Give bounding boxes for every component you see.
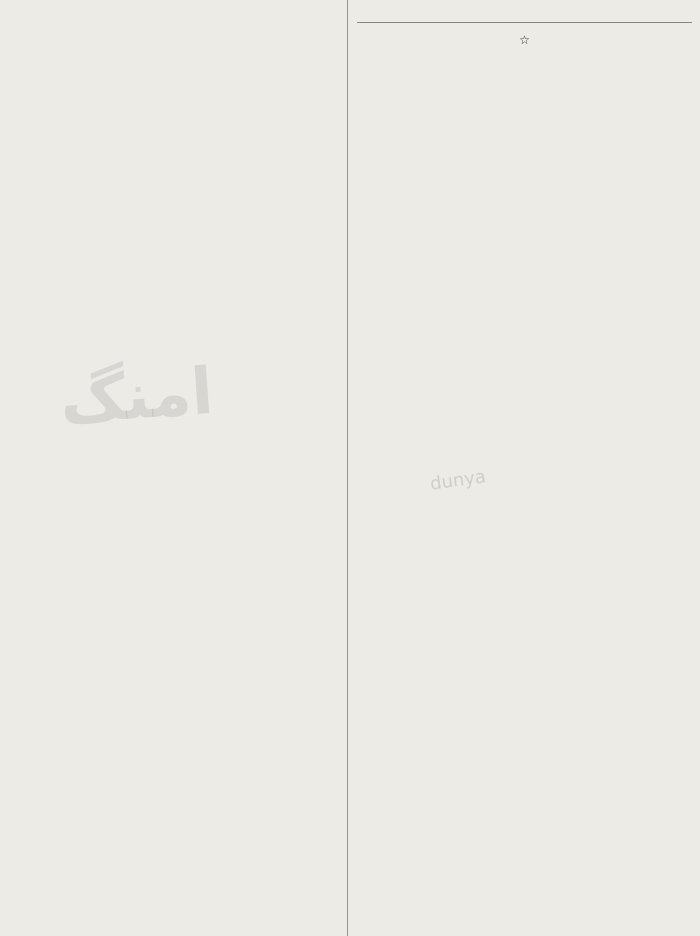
end-star-icon: ☆ [519, 33, 530, 47]
divider [357, 22, 692, 23]
watermark-text: dunya [428, 466, 488, 495]
right-paper-column [349, 0, 700, 936]
left-paper-column [0, 0, 348, 936]
